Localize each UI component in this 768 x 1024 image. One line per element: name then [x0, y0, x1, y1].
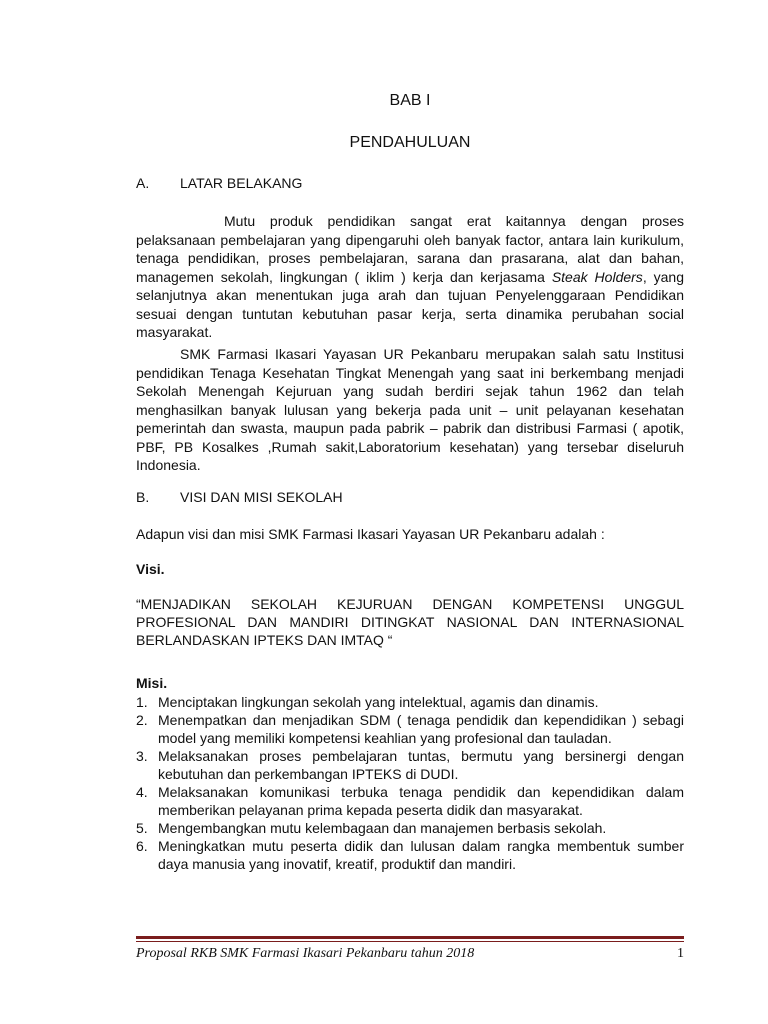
footer-text: Proposal RKB SMK Farmasi Ikasari Pekanbaru tahun 2018 — [136, 946, 475, 961]
footer-rule-thick — [136, 936, 684, 939]
section-a-title: LATAR BELAKANG — [180, 175, 303, 191]
misi-item: 4. Melaksanakan komunikasi terbuka tenaga pendidik dan kependidikan dalam memberikan pelayanan prima kepada peserta didik dan masyarakat. — [136, 784, 684, 818]
page-number: 1 — [677, 946, 684, 961]
chapter-title: PENDAHULUAN — [349, 134, 471, 151]
misi-label: Misi. — [136, 675, 168, 691]
para2-text: SMK Farmasi Ikasari Yayasan UR Pekanbaru merupakan salah satu Institusi pendidikan Tenaga Kesehatan Tingkat Menengah yang saat ini berkembang menjadi Sekolah Menengah Kejuruan yang sudah berdiri sejak tahun 1962 dan telah menghasilkan banyak lulusan yang bekerja pada unit – unit pelayanan kesehatan pemerintah dan swasta, maupun pada pabrik – pabrik dan distribusi Farmasi ( apotik, PBF, PB Kosalkes ,Rumah sakit,Laboratorium kesehatan) yang tersebar diseluruh Indonesia. — [136, 346, 684, 473]
misi-item: 1. Menciptakan lingkungan sekolah yang intelektual, agamis dan dinamis. — [136, 694, 599, 710]
footer-rule-thin — [136, 941, 684, 942]
para1-italic: Steak Holders — [551, 268, 643, 285]
para1-text-end: , yang selanjutnya akan menentukan juga arah dan tujuan Penyelenggaraan Pendidikan sesuai dengan tuntutan kebutuhan pasar kerja, serta dinamika perubahan social masyarakat. — [136, 268, 685, 340]
paragraph-latar-belakang-2 — [136, 345, 684, 475]
section-b-letter: B. — [136, 489, 150, 505]
misi-item: 5. Mengembangkan mutu kelembagaan dan manajemen berbasis sekolah. — [136, 820, 607, 836]
misi-list — [136, 693, 684, 873]
paragraph-latar-belakang-1 — [136, 212, 684, 342]
chapter-number: BAB I — [389, 92, 431, 109]
misi-item: 2. Menempatkan dan menjadikan SDM ( tenaga pendidik dan kependidikan ) sebagi model yang memiliki kompetensi keahlian yang profesional dan tauladan. — [136, 712, 684, 746]
section-a-letter: A. — [136, 175, 150, 191]
misi-item: 6. Meningkatkan mutu peserta didik dan lulusan dalam rangka membentuk sumber daya manusia yang inovatif, kreatif, produktif dan mandiri. — [136, 838, 684, 872]
visi-text: “MENJADIKAN SEKOLAH KEJURUAN DENGAN KOMPETENSI UNGGUL PROFESIONAL DAN MANDIRI DITINGKAT NASIONAL DAN INTERNASIONAL BERLANDASKAN IPTEKS DAN IMTAQ “ — [136, 596, 684, 648]
misi-item: 3. Melaksanakan proses pembelajaran tuntas, bermutu yang bersinergi dengan kebutuhan dan perkembangan IPTEKS di DUDI. — [136, 748, 684, 782]
section-b-title: VISI DAN MISI SEKOLAH — [180, 489, 343, 505]
para1-text: Mutu produk pendidikan sangat erat kaitannya dengan proses pelaksanaan pembelajaran yang dipengaruhi oleh banyak factor, antara lain kurikulum, tenaga pendidikan, proses pembelajaran, sarana dan prasarana, alat dan bahan, managemen sekolah, lingkungan ( iklim ) kerja dan kerjasama — [136, 213, 684, 285]
visi-misi-intro: Adapun visi dan misi SMK Farmasi Ikasari Yayasan UR Pekanbaru adalah : — [136, 526, 605, 542]
visi-label: Visi. — [136, 561, 165, 577]
